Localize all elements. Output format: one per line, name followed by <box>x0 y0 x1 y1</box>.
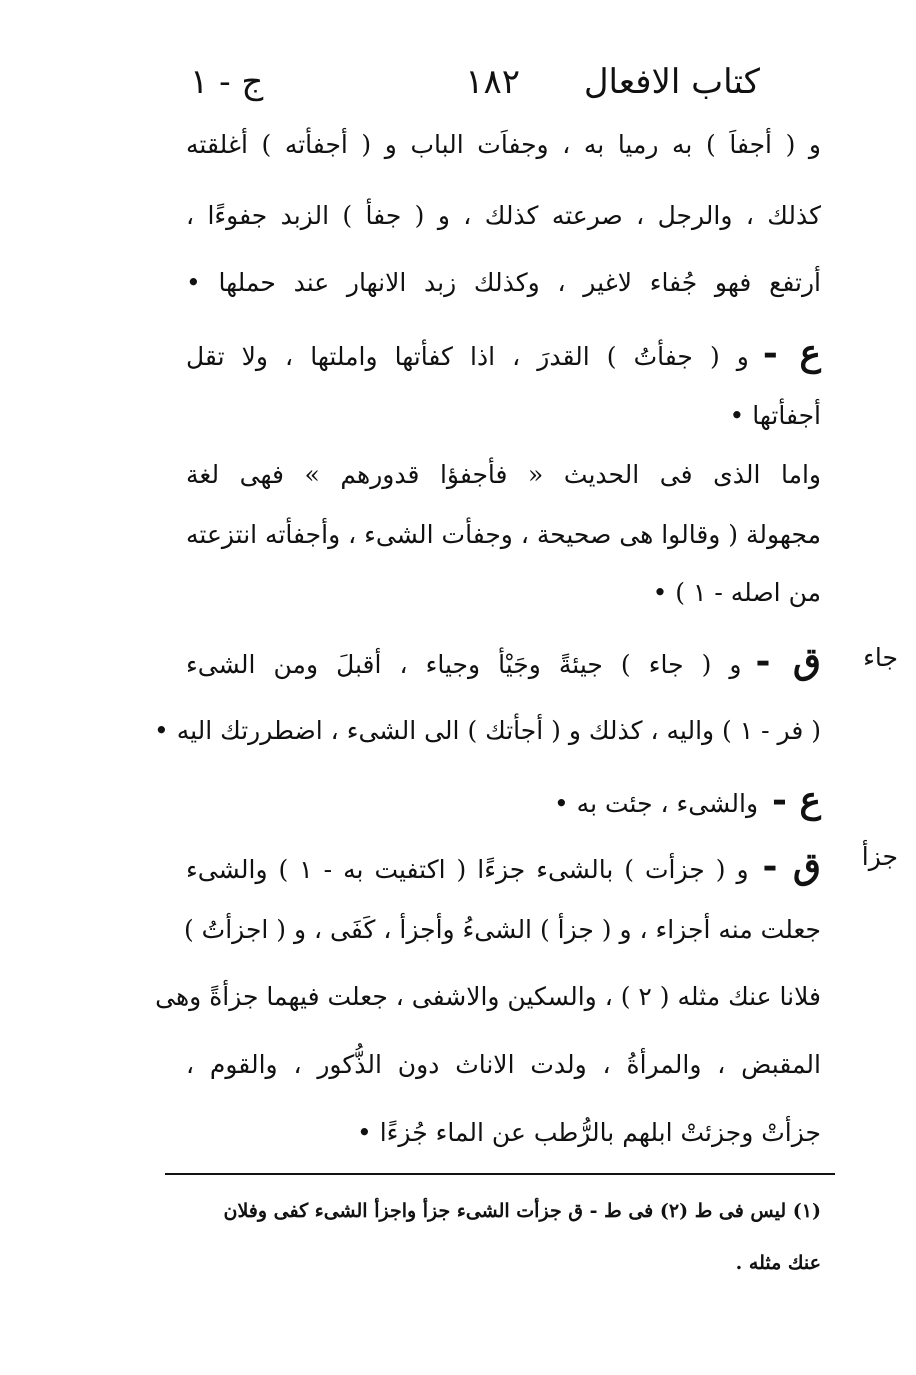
section-letter-ain: ع - <box>762 332 821 374</box>
text-line: أجفأتها • <box>729 401 821 430</box>
footnote-line: عنك مثله . <box>735 1252 821 1274</box>
text-line: ق -و ( جاء ) جيئةً وجَيْأ وجياء ، أقبلَ ومن الشىء <box>186 640 821 682</box>
text-line: ع -والشىء ، جئت به • <box>553 779 821 821</box>
text-line: جزأتْ وجزئتْ ابلهم بالرُّطب عن الماء جُزءًا • <box>357 1118 821 1147</box>
text-line: مجهولة ( وقالوا هى صحيحة ، وجفأت الشىء ، وأجفأته انتزعته <box>186 520 821 549</box>
text-line: المقبض ، والمرأةُ ، ولدت الاناث دون الذُّكور ، والقوم ، <box>186 1050 821 1079</box>
margin-headword-jaa: جاء <box>863 643 898 672</box>
text-line: فلانا عنك مثله ( ٢ ) ، والسكين والاشفى ، جعلت فيهما جزأةً وهى <box>155 982 821 1011</box>
text-line: من اصله - ١ ) • <box>652 578 821 607</box>
text-line: أرتفع فهو جُفاء لاغير ، وكذلك زبد الانهار عند حملها • <box>186 268 821 297</box>
text-line: ع -و ( جفأتُ ) القدرَ ، اذا كفأتها واملتها ، ولا تقل <box>186 332 821 374</box>
section-letter-ain: ع - <box>772 779 821 821</box>
text-line: ( فر - ١ ) واليه ، كذلك و ( أجأتك ) الى الشىء ، اضطررتك اليه • <box>154 716 821 745</box>
footnote-divider <box>165 1173 835 1175</box>
text-line: و ( أجفاَ ) به رميا به ، وجفاَت الباب و ( أجفأته ) أغلقته <box>186 130 821 159</box>
section-letter-qaf: ق - <box>762 845 821 887</box>
text-line: ق -و ( جزأت ) بالشىء جزءًا ( اكتفيت به - ١ ) والشىء <box>186 845 821 887</box>
volume-label: ج - ١ <box>190 62 264 102</box>
section-letter-qaf: ق - <box>755 640 821 682</box>
page-number: ١٨٢ <box>465 62 520 102</box>
page-header <box>190 62 760 112</box>
text-line: جعلت منه أجزاء ، و ( جزأ ) الشىءُ وأجزأ ، كَفَى ، و ( اجزأتُ ) <box>183 915 821 944</box>
margin-headword-jaza: جزأ <box>861 842 898 871</box>
text-line: واما الذى فى الحديث « فأجفؤا قدورهم » فهى لغة <box>186 460 821 489</box>
text-line: كذلك ، والرجل ، صرعته كذلك ، و ( جفأ ) الزبد جفوءًا ، <box>186 201 821 230</box>
footnote-line: (١) ليس فى ط (٢) فى ط - ق جزأت الشىء جزأ واجزأ الشىء كفى وفلان <box>223 1200 821 1222</box>
book-title: كتاب الافعال <box>583 62 760 102</box>
